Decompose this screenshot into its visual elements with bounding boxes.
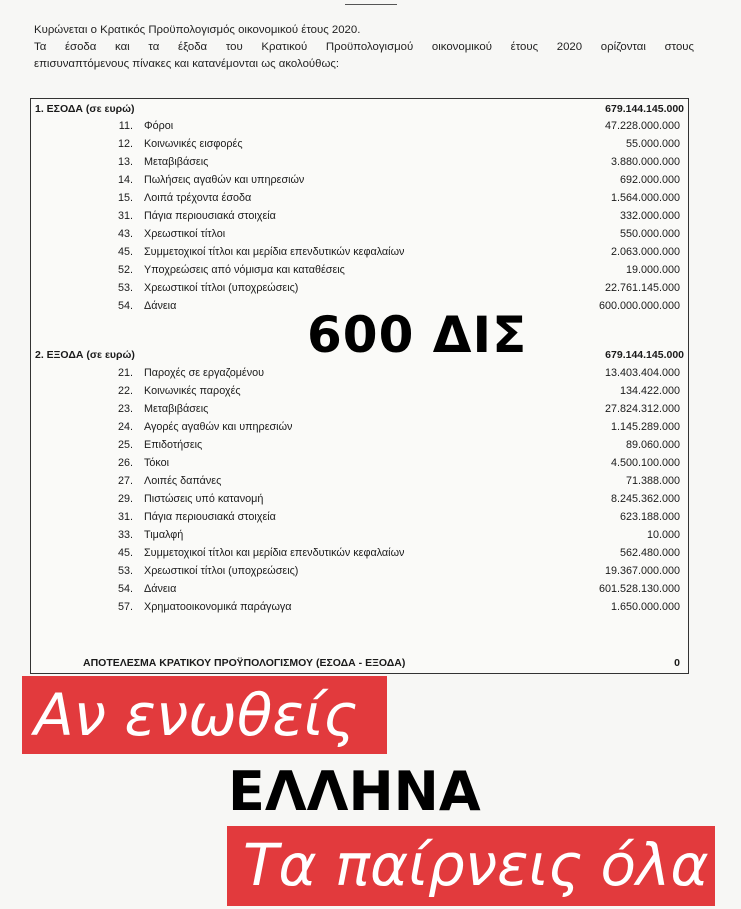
expense-row-code: 24. bbox=[117, 421, 133, 433]
banner-top bbox=[22, 676, 387, 754]
revenue-row bbox=[31, 190, 684, 207]
expense-row bbox=[31, 437, 684, 454]
expense-row-desc: Πιστώσεις υπό κατανομή bbox=[144, 493, 264, 505]
expense-row-desc: Χρεωστικοί τίτλοι (υποχρεώσεις) bbox=[144, 565, 299, 577]
expense-row-amount: 4.500.100.000 bbox=[610, 457, 680, 469]
expense-row-amount: 27.824.312.000 bbox=[604, 403, 680, 415]
revenue-row bbox=[31, 208, 684, 225]
expense-row-code: 25. bbox=[117, 439, 133, 451]
expense-row-desc: Χρηματοοικονομικά παράγωγα bbox=[144, 601, 292, 613]
expense-row bbox=[31, 563, 684, 580]
revenue-row-desc: Υποχρεώσεις από νόμισμα και καταθέσεις bbox=[144, 264, 345, 276]
expense-row-desc: Αγορές αγαθών και υπηρεσιών bbox=[144, 421, 293, 433]
expense-row-desc: Πάγια περιουσιακά στοιχεία bbox=[144, 511, 276, 523]
revenue-row-desc: Χρεωστικοί τίτλοι (υποχρεώσεις) bbox=[144, 282, 299, 294]
expense-row-amount: 13.403.404.000 bbox=[604, 367, 680, 379]
revenue-row-amount: 47.228.000.000 bbox=[604, 120, 680, 132]
banner-top-text: Αν ενωθείς bbox=[34, 681, 358, 749]
expense-row-code: 21. bbox=[117, 367, 133, 379]
expense-row-code: 26. bbox=[117, 457, 133, 469]
expense-row-amount: 601.528.130.000 bbox=[598, 583, 680, 595]
result-value: 0 bbox=[674, 657, 680, 669]
expense-row-amount: 89.060.000 bbox=[625, 439, 680, 451]
revenue-row-desc: Κοινωνικές εισφορές bbox=[144, 138, 243, 150]
expense-row-amount: 1.650.000.000 bbox=[610, 601, 680, 613]
expense-row-desc: Τόκοι bbox=[144, 457, 170, 469]
revenue-row-code: 14. bbox=[117, 174, 133, 186]
revenue-row-desc: Χρεωστικοί τίτλοι bbox=[144, 228, 226, 240]
revenue-row bbox=[31, 226, 684, 243]
expense-row-amount: 19.367.000.000 bbox=[604, 565, 680, 577]
expense-row bbox=[31, 383, 684, 400]
banner-bottom-text: Τα παίρνεις όλα bbox=[243, 831, 709, 899]
revenue-row bbox=[31, 262, 684, 279]
expense-row bbox=[31, 509, 684, 526]
revenue-row-code: 13. bbox=[117, 156, 133, 168]
revenue-row bbox=[31, 136, 684, 153]
expense-row-code: 57. bbox=[117, 601, 133, 613]
expense-row-code: 54. bbox=[117, 583, 133, 595]
revenue-row-desc: Πωλήσεις αγαθών και υπηρεσιών bbox=[144, 174, 305, 186]
revenue-row-amount: 2.063.000.000 bbox=[610, 246, 680, 258]
expense-row-desc: Παροχές σε εργαζομένου bbox=[144, 367, 265, 379]
expense-row-amount: 10.000 bbox=[646, 529, 680, 541]
intro-line-2: Τα έσοδα και τα έξοδα του Κρατικού Προϋπολογισμού οικονομικού έτους 2020 ορίζονται στους bbox=[34, 41, 694, 53]
expense-row-amount: 1.145.289.000 bbox=[610, 421, 680, 433]
revenue-row-amount: 550.000.000 bbox=[619, 228, 680, 240]
budget-result bbox=[31, 655, 684, 671]
revenue-row-code: 54. bbox=[117, 300, 133, 312]
expense-row-code: 29. bbox=[117, 493, 133, 505]
revenue-row-amount: 55.000.000 bbox=[625, 138, 680, 150]
revenue-row-code: 15. bbox=[117, 192, 133, 204]
expense-row-desc: Κοινωνικές παροχές bbox=[144, 385, 241, 397]
intro-line-3: επισυναπτόμενους πίνακες και κατανέμονται ως ακολούθως: bbox=[34, 58, 340, 70]
overlay-600-dis: 600 ΔΙΣ bbox=[307, 306, 528, 364]
expense-row-amount: 562.480.000 bbox=[619, 547, 680, 559]
expense-row-code: 45. bbox=[117, 547, 133, 559]
top-divider bbox=[345, 4, 397, 5]
revenue-row bbox=[31, 118, 684, 135]
revenue-row-desc: Φόροι bbox=[144, 120, 174, 132]
revenue-row-code: 12. bbox=[117, 138, 133, 150]
revenue-row-code: 52. bbox=[117, 264, 133, 276]
expense-row bbox=[31, 545, 684, 562]
expense-row-amount: 8.245.362.000 bbox=[610, 493, 680, 505]
revenue-row bbox=[31, 244, 684, 261]
revenue-row-amount: 22.761.145.000 bbox=[604, 282, 680, 294]
expense-row-code: 22. bbox=[117, 385, 133, 397]
revenue-row-desc: Συμμετοχικοί τίτλοι και μερίδια επενδυτικών κεφαλαίων bbox=[144, 246, 405, 258]
revenue-row-amount: 3.880.000.000 bbox=[610, 156, 680, 168]
expense-row-amount: 134.422.000 bbox=[619, 385, 680, 397]
banner-bottom bbox=[227, 826, 715, 906]
expense-row bbox=[31, 491, 684, 508]
revenue-row-code: 45. bbox=[117, 246, 133, 258]
revenue-row-code: 53. bbox=[117, 282, 133, 294]
expense-row bbox=[31, 527, 684, 544]
intro-text bbox=[34, 22, 694, 73]
intro-line-1: Κυρώνεται ο Κρατικός Προϋπολογισμός οικονομικού έτους 2020. bbox=[34, 24, 361, 36]
middle-caption: ΕΛΛΗΝΑ bbox=[228, 760, 481, 823]
expense-row bbox=[31, 401, 684, 418]
expenses-title: 2. ΕΞΟΔΑ (σε ευρώ) bbox=[35, 349, 135, 361]
revenue-row-desc: Πάγια περιουσιακά στοιχεία bbox=[144, 210, 276, 222]
expense-row-desc: Τιμαλφή bbox=[144, 529, 184, 541]
expense-row bbox=[31, 581, 684, 598]
expense-row bbox=[31, 473, 684, 490]
expense-row-amount: 71.388.000 bbox=[625, 475, 680, 487]
expense-row-desc: Λοιπές δαπάνες bbox=[144, 475, 222, 487]
revenue-row-amount: 19.000.000 bbox=[625, 264, 680, 276]
expense-row bbox=[31, 599, 684, 616]
expense-row-code: 53. bbox=[117, 565, 133, 577]
revenue-row-desc: Λοιπά τρέχοντα έσοδα bbox=[144, 192, 252, 204]
expense-row bbox=[31, 365, 684, 382]
expense-row bbox=[31, 419, 684, 436]
revenue-row-amount: 332.000.000 bbox=[619, 210, 680, 222]
expense-row-code: 27. bbox=[117, 475, 133, 487]
expense-row-desc: Δάνεια bbox=[144, 583, 177, 595]
revenue-row-desc: Μεταβιβάσεις bbox=[144, 156, 209, 168]
expense-row-desc: Μεταβιβάσεις bbox=[144, 403, 209, 415]
result-label: ΑΠΟΤΕΛΕΣΜΑ ΚΡΑΤΙΚΟΥ ΠΡΟΫΠΟΛΟΓΙΣΜΟΥ (ΕΣΟΔΑ - ΕΞΟΔΑ) bbox=[83, 657, 406, 669]
revenue-row-amount: 600.000.000.000 bbox=[598, 300, 680, 312]
revenue-title: 1. ΕΣΟΔΑ (σε ευρώ) bbox=[35, 103, 135, 115]
expense-row-amount: 623.188.000 bbox=[619, 511, 680, 523]
revenue-row-desc: Δάνεια bbox=[144, 300, 177, 312]
budget-table bbox=[30, 98, 689, 674]
revenue-row-code: 43. bbox=[117, 228, 133, 240]
revenue-header bbox=[35, 101, 684, 117]
expenses-total: 679.144.145.000 bbox=[605, 349, 684, 361]
expense-row-code: 23. bbox=[117, 403, 133, 415]
expense-row-desc: Επιδοτήσεις bbox=[144, 439, 203, 451]
revenue-row bbox=[31, 280, 684, 297]
revenue-row-amount: 692.000.000 bbox=[619, 174, 680, 186]
expense-row-code: 33. bbox=[117, 529, 133, 541]
revenue-row bbox=[31, 154, 684, 171]
revenue-total: 679.144.145.000 bbox=[605, 103, 684, 115]
expense-row-desc: Συμμετοχικοί τίτλοι και μερίδια επενδυτικών κεφαλαίων bbox=[144, 547, 405, 559]
expense-row bbox=[31, 455, 684, 472]
expense-row-code: 31. bbox=[117, 511, 133, 523]
revenue-row-amount: 1.564.000.000 bbox=[610, 192, 680, 204]
revenue-row bbox=[31, 172, 684, 189]
revenue-row-code: 11. bbox=[118, 120, 133, 132]
revenue-row-code: 31. bbox=[117, 210, 133, 222]
